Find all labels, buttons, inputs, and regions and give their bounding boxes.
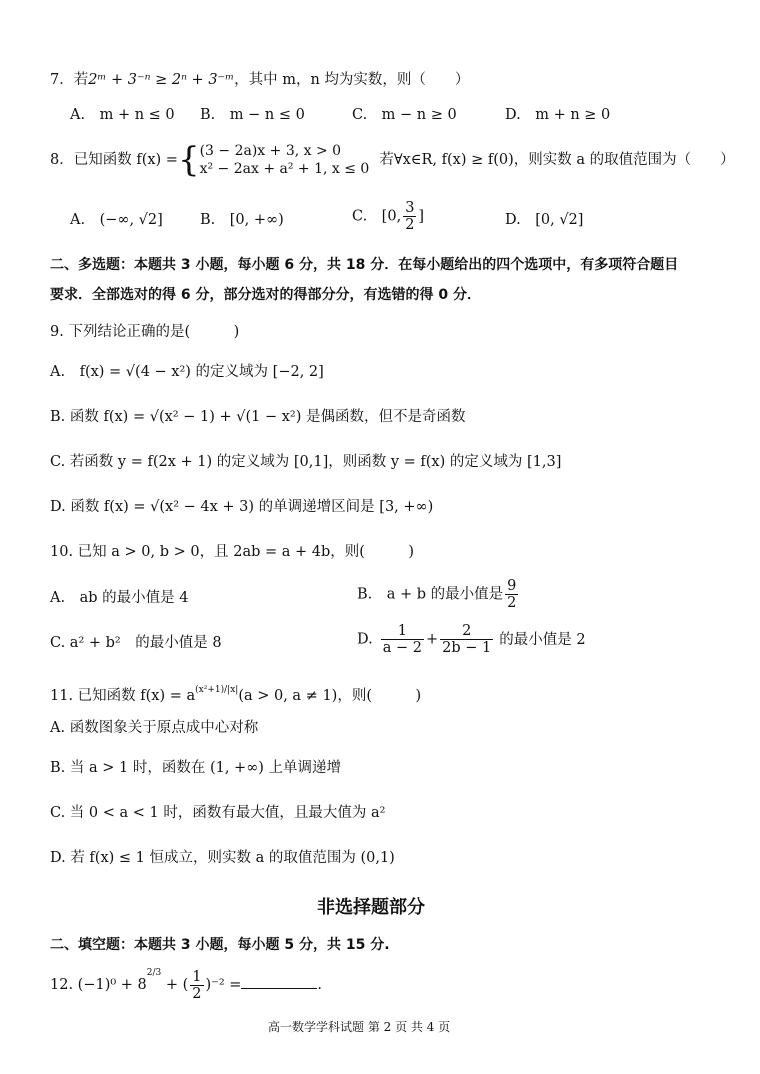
question-9-option-c: C. 若函数 y = f(2x + 1) 的定义域为 [0,1]，则函数 y = f(x) 的定义域为 [1,3] [50, 454, 562, 470]
exponent: (x²+1)/|x| [195, 685, 239, 695]
question-8-option-c: C. [0, $\frac{3}{2}$ ] [352, 200, 425, 233]
question-10-option-c: C. a² + b² 的最小值是 8 [50, 635, 222, 651]
section-2-heading-line2: 要求．全部选对的得 6 分，部分选对的得部分分，有选错的得 0 分． [50, 287, 481, 303]
question-9-option-a: A. f(x) = √(4 − x²) 的定义域为 [−2, 2] [50, 364, 324, 380]
section-2-heading-line1: 二、多选题：本题共 3 小题，每小题 6 分，共 18 分．在每小题给出的四个选项中，有多项符合题目 [50, 257, 679, 273]
question-10-option-b: B. a + b 的最小值是 $\frac{9}{2}$ [357, 578, 517, 611]
question-8-stem: 8．已知函数 f(x) ={ (3 − 2a)x + 3, x > 0 x² − 2ax + a² + 1, x ≤ 0 若∀x∈R, f(x) ≥ f(0)，则实数 a 的取值范围为（ ） [50, 140, 735, 180]
question-10-stem: 10. 已知 a > 0, b > 0，且 2ab = a + 4b，则( ) [50, 544, 415, 560]
question-8-option-d: D. [0, √2] [505, 212, 584, 228]
question-9-option-b: B. 函数 f(x) = √(x² − 1) + √(1 − x²) 是偶函数，但不是奇函数 [50, 409, 466, 425]
question-11-option-d: D. 若 f(x) ≤ 1 恒成立，则实数 a 的取值范围为 (0,1) [50, 850, 395, 866]
piecewise-cases: (3 − 2a)x + 3, x > 0 x² − 2ax + a² + 1, x ≤ 0 [199, 143, 370, 177]
question-7-option-c: C. m − n ≥ 0 [352, 107, 457, 123]
question-9-stem: 9. 下列结论正确的是( ) [50, 324, 240, 340]
question-10-option-d: D. $\frac{1}{a - 2}$ + $\frac{2}{2b - 1}$ 的最小值是 2 [357, 623, 586, 656]
section-3-heading: 二、填空题：本题共 3 小题，每小题 5 分，共 15 分. [50, 937, 390, 953]
question-12: 12. $(-1)^0 + 8^{2/3}$ + ( $\frac{1}{2}$ )⁻² = . [50, 968, 323, 1002]
answer-blank[interactable] [241, 974, 317, 989]
question-9-option-d: D. 函数 f(x) = √(x² − 4x + 3) 的单调递增区间是 [3, +∞) [50, 499, 434, 515]
question-7-option-d: D. m + n ≥ 0 [505, 107, 611, 123]
question-8-option-b: B. [0, +∞) [200, 212, 284, 228]
question-8-option-a: A. (−∞, √2] [70, 212, 163, 228]
question-7-option-b: B. m − n ≤ 0 [200, 107, 305, 123]
question-7-option-a: A. m + n ≤ 0 [70, 107, 175, 123]
page-footer: 高一数学学科试题 第 2 页 共 4 页 [268, 1020, 451, 1034]
question-11-option-b: B. 当 a > 1 时，函数在 (1, +∞) 上单调递增 [50, 760, 342, 776]
question-11-stem: 11. 已知函数 $f(x) = a^{(x^2+1)/|x|}(a > 0$, a ≠ 1)，则( ) [50, 685, 422, 704]
question-11-option-a: A. 函数图象关于原点成中心对称 [50, 720, 259, 736]
question-7-stem: 7．若2ᵐ + 3⁻ⁿ ≥ 2ⁿ + 3⁻ᵐ，其中 m，n 均为实数，则（ ） [50, 72, 470, 88]
question-11-option-c: C. 当 0 < a < 1 时，函数有最大值，且最大值为 a² [50, 805, 386, 821]
brace-symbol: { [177, 140, 200, 180]
question-10-option-a: A. ab 的最小值是 4 [50, 590, 189, 606]
part-title: 非选择题部分 [317, 897, 425, 918]
